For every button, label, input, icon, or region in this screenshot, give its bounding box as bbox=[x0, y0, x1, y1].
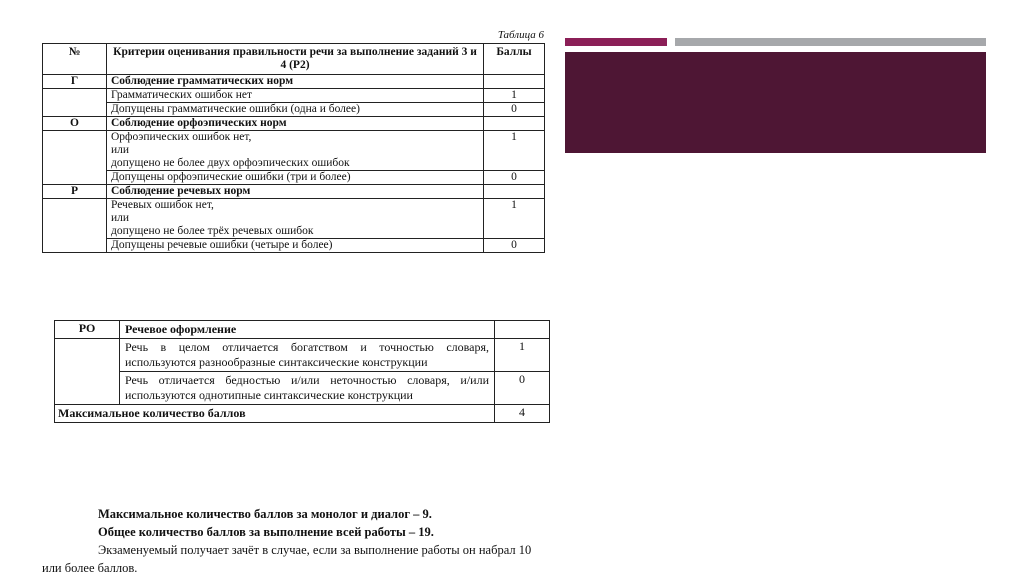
table-caption: Таблица 6 bbox=[497, 29, 544, 41]
criteria-line: допущено не более двух орфоэпических ошибок bbox=[111, 157, 350, 169]
total-score: 4 bbox=[495, 405, 550, 423]
criteria-text: Допущены речевые ошибки (четыре и более) bbox=[107, 239, 484, 253]
criteria-line: Орфоэпических ошибок нет, bbox=[111, 131, 252, 143]
section-title: Соблюдение орфоэпических норм bbox=[107, 117, 484, 131]
section-row bbox=[43, 185, 545, 199]
criteria-text: Допущены грамматические ошибки (одна и более) bbox=[107, 103, 484, 117]
table-row bbox=[43, 199, 545, 239]
section-score-empty bbox=[484, 185, 545, 199]
criteria-score: 1 bbox=[484, 131, 545, 171]
section-score-empty bbox=[484, 117, 545, 131]
total-label: Максимальное количество баллов bbox=[55, 405, 495, 423]
max-monolog-dialog: Максимальное количество баллов за монолог и диалог – 9. bbox=[98, 507, 432, 521]
criteria-score: 0 bbox=[484, 239, 545, 253]
criteria-text: Грамматических ошибок нет bbox=[107, 89, 484, 103]
section-row bbox=[55, 321, 550, 339]
criteria-score: 0 bbox=[484, 103, 545, 117]
criteria-score: 1 bbox=[484, 89, 545, 103]
table-row bbox=[43, 131, 545, 171]
table-row bbox=[43, 103, 545, 117]
table-header-row bbox=[43, 44, 545, 75]
section-code: Р bbox=[43, 185, 107, 199]
speech-design-table bbox=[54, 320, 550, 423]
pass-condition: Экзаменуемый получает зачёт в случае, если за выполнение работы он набрал 10 или более баллов. bbox=[42, 543, 532, 575]
table-row bbox=[43, 239, 545, 253]
criteria-text: Речь в целом отличается богатством и точностью словаря, используются разнообразные синтаксические конструкции bbox=[120, 339, 495, 372]
table-row bbox=[43, 171, 545, 185]
criteria-score: 0 bbox=[495, 372, 550, 405]
criteria-text: Речь отличается бедностью и/или неточностью словаря, и/или используются однотипные синтаксические конструкции bbox=[120, 372, 495, 405]
header-score: Баллы bbox=[484, 44, 545, 75]
header-criteria: Критерии оценивания правильности речи за выполнение заданий 3 и 4 (Р2) bbox=[107, 44, 484, 75]
empty-code-cell bbox=[43, 199, 107, 253]
summary-paragraphs bbox=[42, 505, 552, 577]
section-title: Соблюдение речевых норм bbox=[107, 185, 484, 199]
total-row bbox=[55, 405, 550, 423]
section-code: РО bbox=[55, 321, 120, 339]
title-panel bbox=[565, 52, 986, 153]
empty-code-cell bbox=[43, 131, 107, 185]
section-code: О bbox=[43, 117, 107, 131]
table-row bbox=[55, 339, 550, 372]
section-title: Речевое оформление bbox=[120, 321, 495, 339]
table-row bbox=[43, 89, 545, 103]
section-code: Г bbox=[43, 75, 107, 89]
table-row bbox=[55, 372, 550, 405]
criteria-line: допущено не более трёх речевых ошибок bbox=[111, 225, 314, 237]
criteria-line: Речевых ошибок нет, bbox=[111, 199, 214, 211]
accent-bar bbox=[565, 38, 667, 46]
gray-bar bbox=[675, 38, 986, 46]
total-score-text: Общее количество баллов за выполнение всей работы – 19. bbox=[98, 525, 434, 539]
criteria-score: 1 bbox=[495, 339, 550, 372]
section-score-empty bbox=[495, 321, 550, 339]
criteria-score: 1 bbox=[484, 199, 545, 239]
empty-code-cell bbox=[55, 339, 120, 405]
section-score-empty bbox=[484, 75, 545, 89]
criteria-text: Допущены орфоэпические ошибки (три и более) bbox=[107, 171, 484, 185]
criteria-text bbox=[107, 199, 484, 239]
criteria-line: или bbox=[111, 144, 130, 156]
section-title: Соблюдение грамматических норм bbox=[107, 75, 484, 89]
criteria-text bbox=[107, 131, 484, 171]
criteria-score: 0 bbox=[484, 171, 545, 185]
criteria-line: или bbox=[111, 212, 130, 224]
empty-code-cell bbox=[43, 89, 107, 117]
header-number: № bbox=[43, 44, 107, 75]
section-row bbox=[43, 75, 545, 89]
section-row bbox=[43, 117, 545, 131]
criteria-table bbox=[42, 43, 545, 253]
